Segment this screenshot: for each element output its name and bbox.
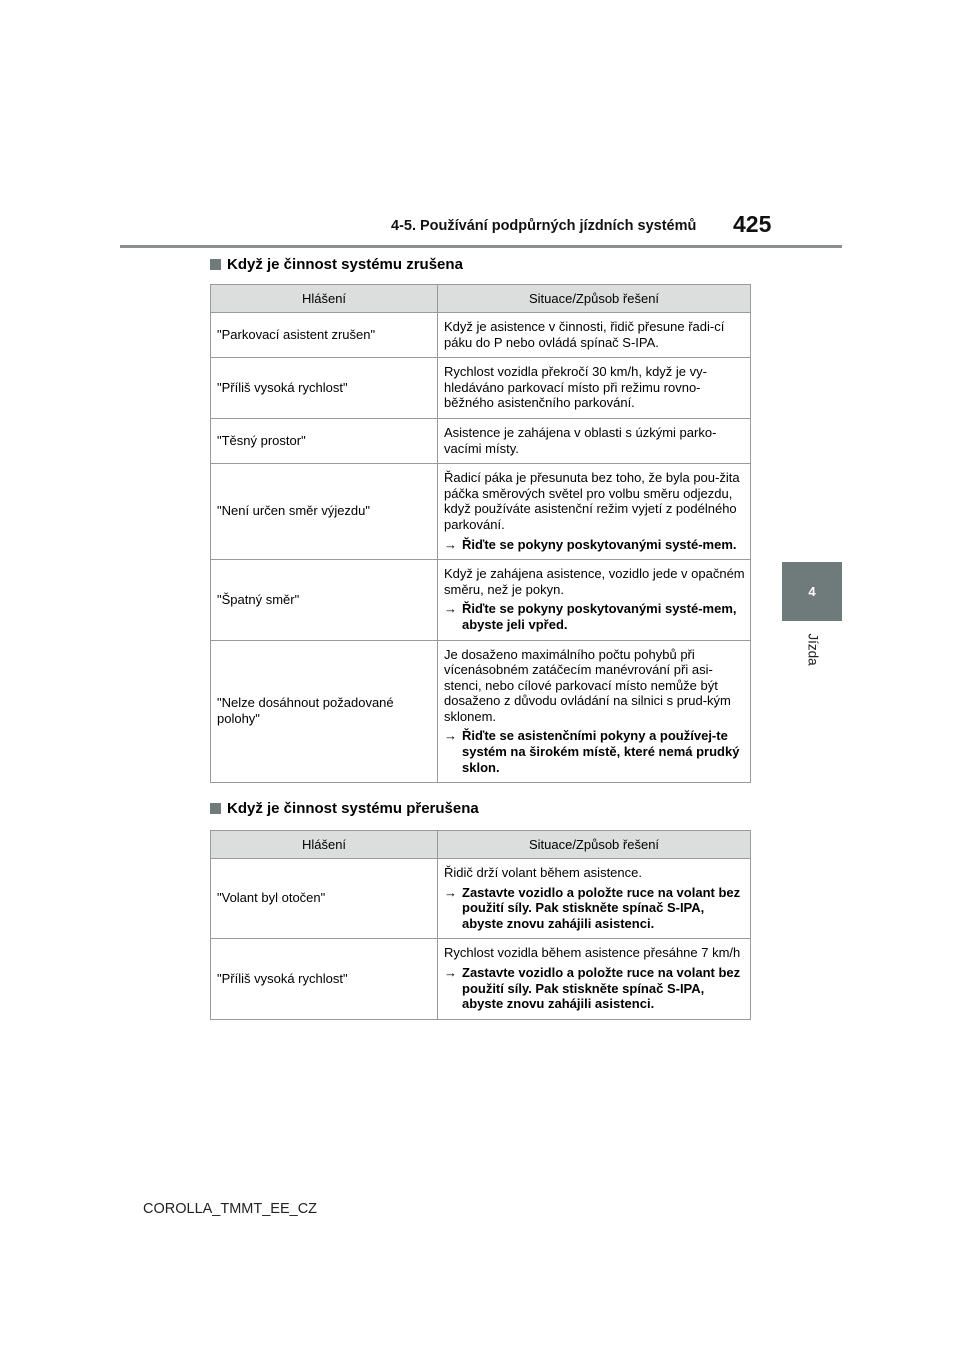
- message-cell: "Těsný prostor": [211, 418, 438, 463]
- message-cell: "Příliš vysoká rychlost": [211, 939, 438, 1019]
- header-divider: [120, 245, 842, 248]
- message-cell: "Špatný směr": [211, 560, 438, 640]
- situation-text: Když je zahájena asistence, vozidlo jede v opačném směru, než je pokyn.: [444, 566, 745, 597]
- action-instruction: [444, 885, 745, 932]
- action-instruction: [444, 601, 745, 632]
- table-row: [211, 560, 751, 640]
- situation-text: Když je asistence v činnosti, řidič přesune řadi-cí páku do P nebo ovládá spínač S-IPA.: [444, 319, 725, 350]
- section1-heading-text: Když je činnost systému zrušena: [227, 256, 463, 273]
- situation-cell: [438, 418, 751, 463]
- table-row: [211, 640, 751, 783]
- heading-square-icon: [210, 803, 221, 814]
- action-instruction: [444, 537, 745, 553]
- situation-text: Je dosaženo maximálního počtu pohybů při vícenásobném zatáčecím manévrování při asi-stenci, nebo cílové parkovací místo nemůže být dosaženo z důvodu ovládání na silnici s prud-kým sklonem.: [444, 646, 731, 724]
- arrow-right-icon: →: [444, 884, 457, 900]
- situation-cell: [438, 313, 751, 358]
- heading-square-icon: [210, 259, 221, 270]
- section-title: 4-5. Používání podpůrných jízdních systémů: [391, 218, 697, 234]
- situation-text: Rychlost vozidla překročí 30 km/h, když je vy-hledáváno parkovací místo při režimu rovno-běžného asistenčního parkování.: [444, 364, 707, 411]
- section1-table-body: [211, 313, 751, 783]
- section2-heading: [210, 800, 479, 817]
- action-text: Řiďte se pokyny poskytovanými systé-mem, abyste jeli vpřed.: [462, 601, 737, 632]
- column-header-situation: Situace/Způsob řešení: [438, 285, 751, 313]
- section1-table: [210, 284, 751, 783]
- arrow-right-icon: →: [444, 536, 457, 552]
- situation-text: Řidič drží volant během asistence.: [444, 865, 642, 880]
- message-cell: "Parkovací asistent zrušen": [211, 313, 438, 358]
- message-cell: "Nelze dosáhnout požadované polohy": [211, 640, 438, 783]
- table-row: [211, 358, 751, 419]
- table-row: [211, 313, 751, 358]
- action-text: Řiďte se pokyny poskytovanými systé-mem.: [462, 536, 737, 552]
- column-header-situation: Situace/Způsob řešení: [438, 831, 751, 859]
- page-number: 425: [733, 211, 772, 237]
- section2-table-body: [211, 859, 751, 1020]
- section2-table: [210, 830, 751, 1020]
- message-cell: "Volant byl otočen": [211, 859, 438, 939]
- table-row: [211, 859, 751, 939]
- action-text: Zastavte vozidlo a položte ruce na volant bez použití síly. Pak stiskněte spínač S-IPA, abyste znovu zahájili asistenci.: [462, 884, 741, 931]
- table-row: [211, 939, 751, 1019]
- table-row: [211, 418, 751, 463]
- situation-cell: [438, 939, 751, 1019]
- situation-cell: [438, 358, 751, 419]
- situation-cell: [438, 640, 751, 783]
- section1-heading: [210, 256, 463, 273]
- action-text: Řiďte se asistenčními pokyny a používej-te systém na širokém místě, které nemá prudký sklon.: [462, 728, 740, 775]
- chapter-tab: [782, 562, 842, 621]
- situation-cell: [438, 859, 751, 939]
- situation-text: Řadicí páka je přesunuta bez toho, že byla pou-žita páčka směrových světel pro volbu směru odjezdu, když používáte asistenční režim vyjetí z podélného parkování.: [444, 470, 740, 532]
- situation-text: Asistence je zahájena v oblasti s úzkými parko-vacími místy.: [444, 424, 717, 456]
- column-header-message: Hlášení: [211, 285, 438, 313]
- section2-heading-text: Když je činnost systému přerušena: [227, 800, 479, 817]
- chapter-label-wrap: [803, 624, 823, 674]
- situation-cell: [438, 464, 751, 560]
- message-cell: "Příliš vysoká rychlost": [211, 358, 438, 419]
- table-header-row: [211, 831, 751, 859]
- arrow-right-icon: →: [444, 728, 457, 744]
- column-header-message: Hlášení: [211, 831, 438, 859]
- chapter-label: Jízda: [805, 632, 821, 666]
- message-cell: "Není určen směr výjezdu": [211, 464, 438, 560]
- arrow-right-icon: →: [444, 964, 457, 980]
- chapter-number: 4: [808, 584, 816, 599]
- arrow-right-icon: →: [444, 601, 457, 617]
- situation-text: Rychlost vozidla během asistence přesáhne 7 km/h: [444, 945, 741, 961]
- table-header-row: [211, 285, 751, 313]
- action-instruction: [444, 965, 745, 1012]
- situation-cell: [438, 560, 751, 640]
- action-text: Zastavte vozidlo a položte ruce na volant bez použití síly. Pak stiskněte spínač S-IPA, abyste znovu zahájili asistenci.: [462, 964, 741, 1012]
- document-code: COROLLA_TMMT_EE_CZ: [143, 1201, 318, 1217]
- action-instruction: [444, 728, 745, 775]
- table-row: [211, 464, 751, 560]
